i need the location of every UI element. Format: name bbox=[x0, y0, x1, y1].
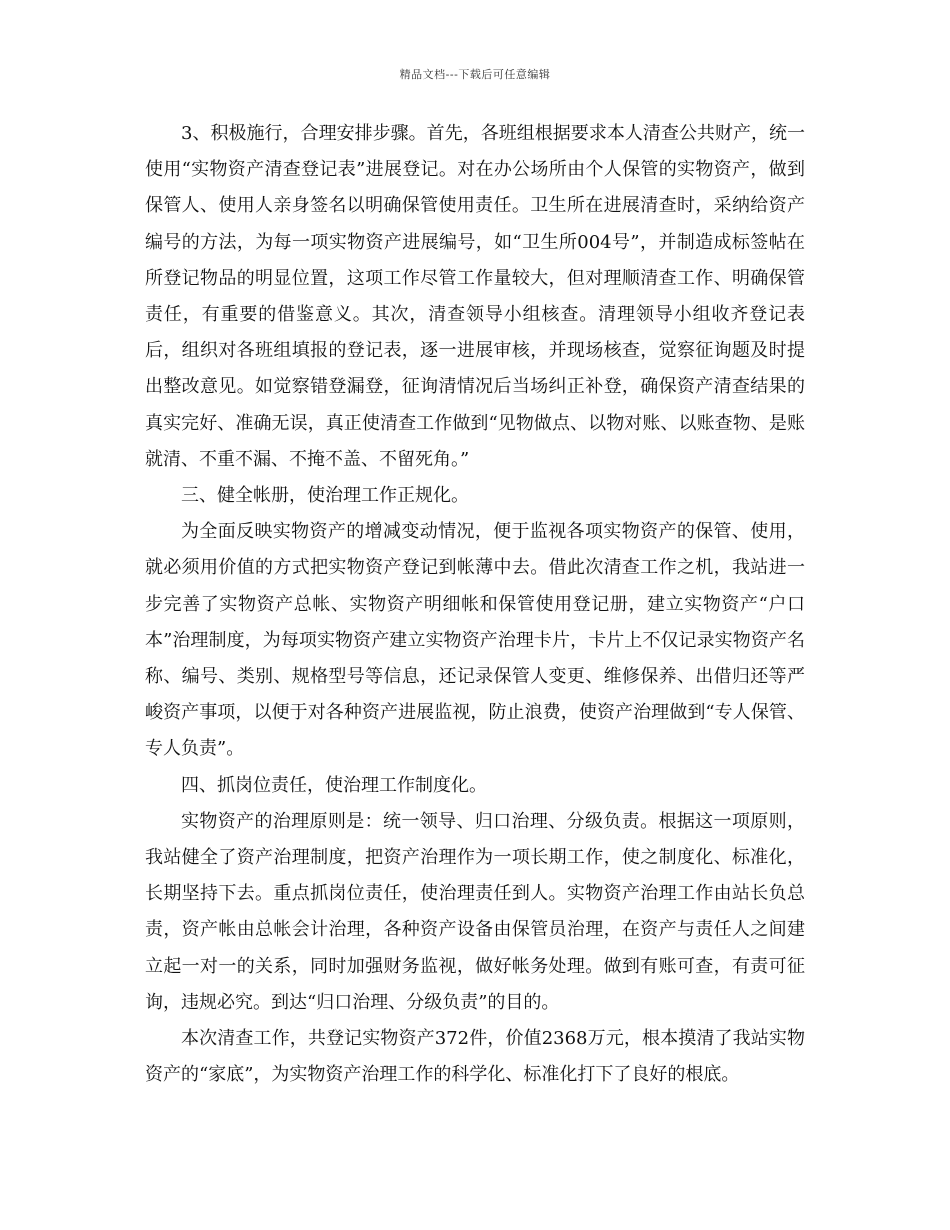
section-heading-ledgers: 三、健全帐册，使治理工作正规化。 bbox=[181, 485, 469, 507]
paragraph-responsibility: 实物资产的治理原则是：统一领导、归口治理、分级负责。根据这一项原则，我站健全了资产治理制度，把资产治理作为一项长期工作，使之制度化、标准化，长期坚持下去。重点抓岗位责任，使治理责任到人。实物资产治理工作由站长负总责，资产帐由总帐会计治理，各种资产设备由保管员治理，在资产与责任人之间建立起一对一的关系，同时加强财务监视，做好帐务处理。做到有账可查，有责可征询，违规必究。到达“归口治理、分级负责”的目的。 bbox=[145, 810, 805, 1013]
section-heading-responsibility: 四、抓岗位责任，使治理工作制度化。 bbox=[181, 774, 487, 796]
document-body bbox=[145, 116, 805, 1093]
paragraph-summary: 本次清查工作，共登记实物资产372件，价值2368万元，根本摸清了我站实物资产的“家底”，为实物资产治理工作的科学化、标准化打下了良好的根底。 bbox=[145, 1028, 805, 1086]
page-header: 精品文档---下载后可任意编辑 bbox=[399, 68, 551, 81]
paragraph-ledgers: 为全面反映实物资产的增减变动情况，便于监视各项实物资产的保管、使用，就必须用价值的方式把实物资产登记到帐薄中去。借此次清查工作之机，我站进一步完善了实物资产总帐、实物资产明细帐和保管使用登记册，建立实物资产“户口本”治理制度，为每项实物资产建立实物资产治理卡片，卡片上不仅记录实物资产名称、编号、类别、规格型号等信息，还记录保管人变更、维修保养、出借归还等严峻资产事项，以便于对各种资产进展监视，防止浪费，使资产治理做到“专人保管、专人负责”。 bbox=[145, 521, 805, 760]
paragraph-inventory-steps: 3、积极施行，合理安排步骤。首先，各班组根据要求本人清查公共财产，统一使用“实物资产清查登记表”进展登记。对在办公场所由个人保管的实物资产，做到保管人、使用人亲身签名以明确保管使用责任。卫生所在进展清查时，采纳给资产编号的方法，为每一项实物资产进展编号，如“卫生所004号”，并制造成标签帖在所登记物品的明显位置，这项工作尽管工作量较大，但对理顺清查工作、明确保管责任，有重要的借鉴意义。其次，清查领导小组核查。清理领导小组收齐登记表后，组织对各班组填报的登记表，逐一进展审核，并现场核查，觉察征询题及时提出整改意见。如觉察错登漏登，征询清情况后当场纠正补登，确保资产清查结果的真实完好、准确无误，真正使清查工作做到“见物做点、以物对账、以账查物、是账就清、不重不漏、不掩不盖、不留死角。” bbox=[145, 123, 805, 470]
